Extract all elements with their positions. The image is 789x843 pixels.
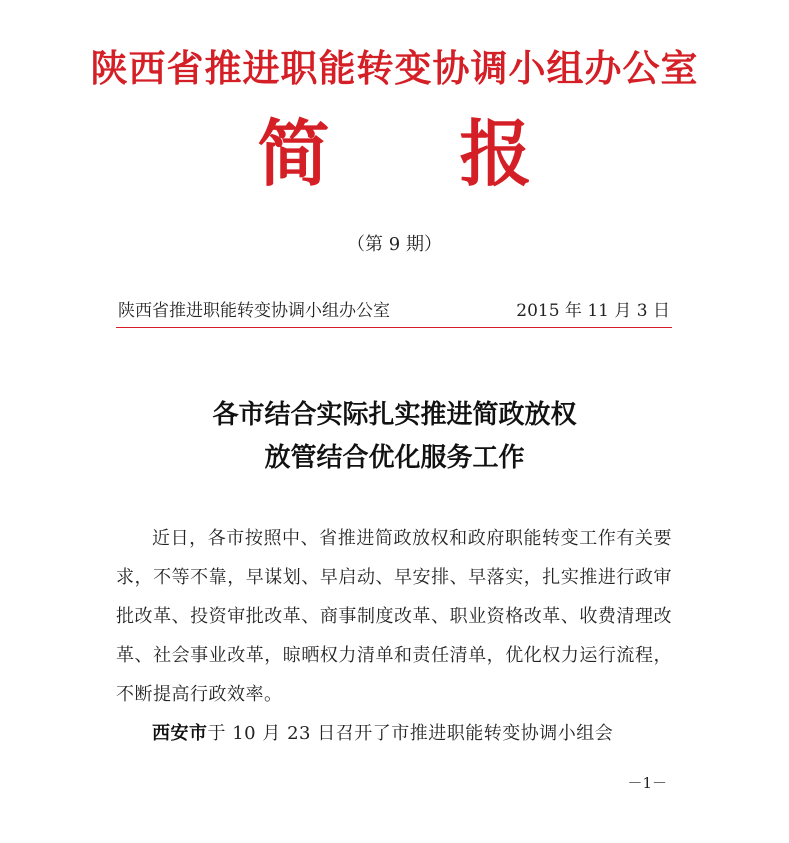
paragraph-1: 近日，各市按照中、省推进简政放权和政府职能转变工作有关要求，不等不靠，早谋划、早启动、早安排、早落实，扎实推进行政审批改革、投资审批改革、商事制度改革、职业资格改革、收费清理改革、社会事业改革，晾晒权力清单和责任清单，优化权力运行流程，不断提高行政效率。 — [116, 528, 672, 705]
red-divider — [116, 327, 672, 328]
issuer-date-line — [118, 296, 670, 321]
organization-title: 陕西省推进职能转变协调小组办公室 — [90, 46, 699, 90]
headline-line-1: 各市结合实际扎实推进简政放权 — [212, 400, 577, 430]
paragraph-2-lead: 西安市 — [152, 723, 208, 744]
article-headline — [0, 394, 789, 480]
issue-date: 2015 年 11 月 3 日 — [516, 301, 670, 321]
issuer-name: 陕西省推进职能转变协调小组办公室 — [118, 301, 390, 321]
headline-line-2: 放管结合优化服务工作 — [264, 443, 525, 473]
paragraph-2-text: 于 10 月 23 日召开了市推进职能转变协调小组会 — [207, 723, 614, 744]
issue-number: （第 9 期） — [347, 234, 442, 255]
brief-title: 简报 — [257, 111, 662, 196]
article-body — [116, 519, 672, 753]
page-number: －1－ — [627, 774, 667, 792]
paragraph-2 — [116, 714, 672, 753]
